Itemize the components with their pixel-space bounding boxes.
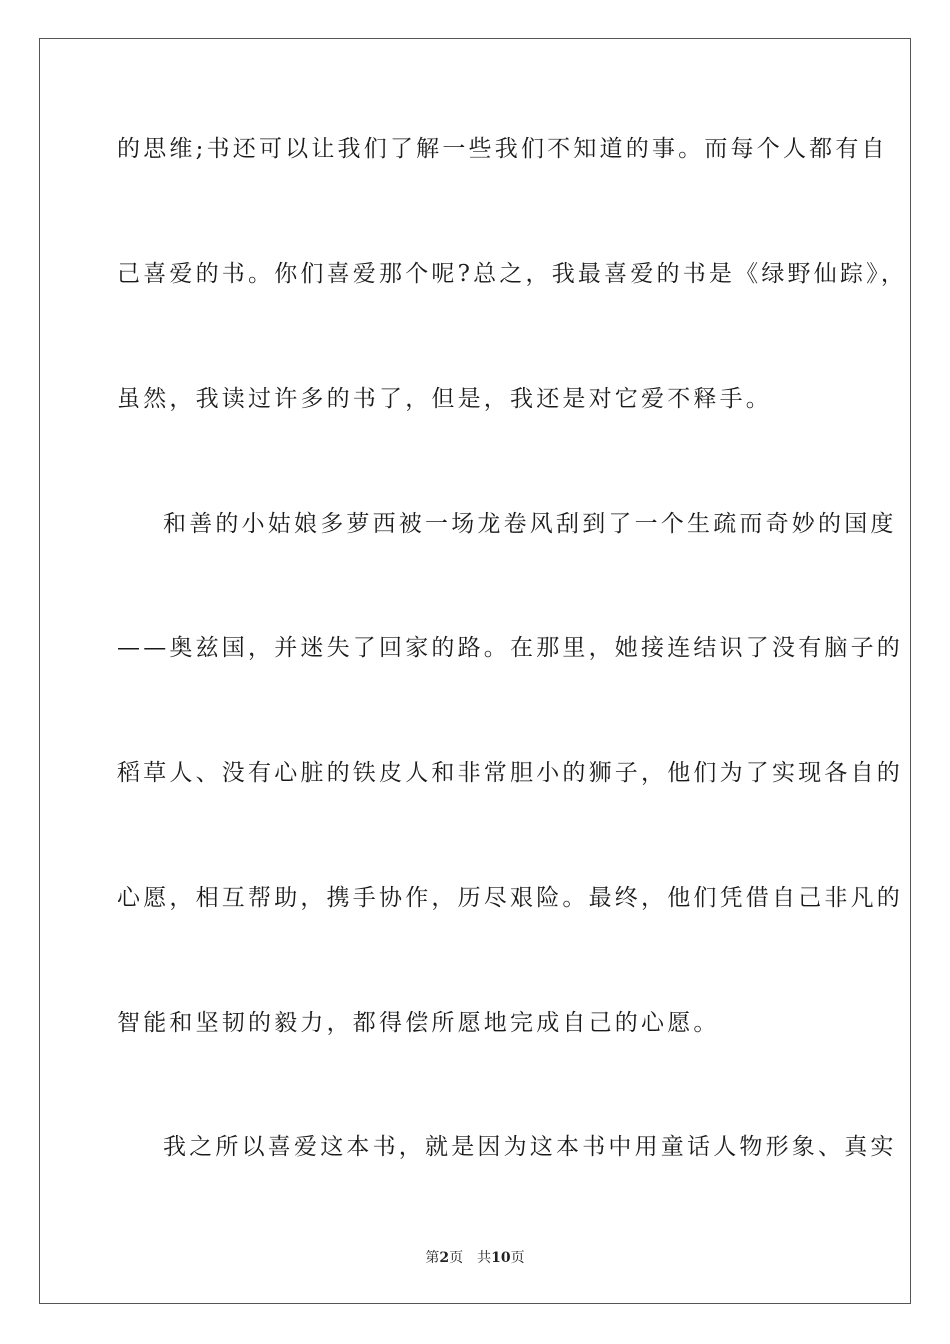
total-prefix: 共 — [477, 1250, 492, 1266]
page-prefix: 第 — [425, 1250, 440, 1266]
page-border — [39, 38, 911, 1304]
text-line-7: 心愿，相互帮助，携手协作，历尽艰险。最终，他们凭借自己非凡的 — [117, 885, 903, 911]
text-line-1: 的思维;书还可以让我们了解一些我们不知道的事。而每个人都有自 — [117, 136, 888, 162]
text-line-8: 智能和坚韧的毅力，都得偿所愿地完成自己的心愿。 — [117, 1010, 720, 1036]
text-line-5: ——奥兹国，并迷失了回家的路。在那里，她接连结识了没有脑子的 — [117, 635, 903, 661]
text-line-2: 己喜爱的书。你们喜爱那个呢?总之，我最喜爱的书是《绿野仙踪》， — [117, 261, 908, 287]
current-page-number: 2 — [439, 1250, 450, 1266]
text-line-9: 我之所以喜爱这本书，就是因为这本书中用童话人物形象、真实 — [163, 1134, 897, 1160]
text-line-4: 和善的小姑娘多萝西被一场龙卷风刮到了一个生疏而奇妙的国度 — [163, 511, 897, 537]
total-suffix: 页 — [510, 1250, 525, 1266]
page-suffix: 页 — [449, 1250, 464, 1266]
page-footer — [0, 1249, 950, 1267]
total-page-number: 10 — [491, 1250, 511, 1266]
text-line-6: 稻草人、没有心脏的铁皮人和非常胆小的狮子，他们为了实现各自的 — [117, 760, 903, 786]
text-line-3: 虽然，我读过许多的书了，但是，我还是对它爱不释手。 — [117, 386, 772, 412]
